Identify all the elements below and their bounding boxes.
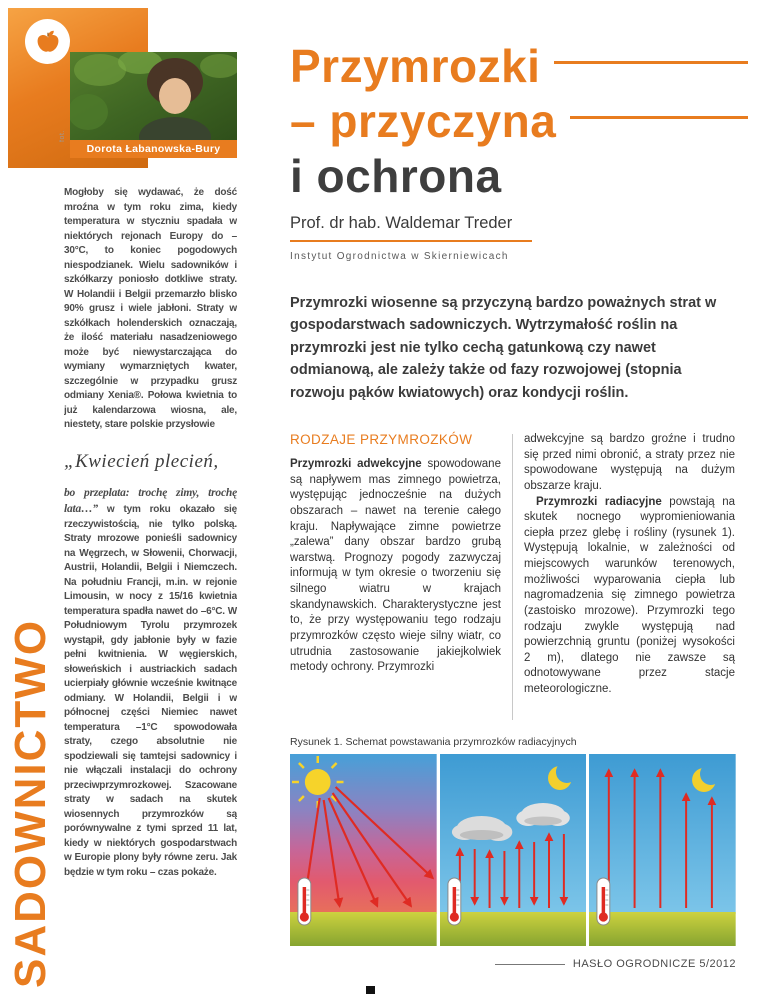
body-column-2	[524, 432, 735, 698]
thermometer-icon	[298, 878, 311, 925]
column2-bold-lead: Przymrozki radiacyjne	[536, 495, 662, 508]
apple-icon	[25, 19, 70, 64]
column-divider	[512, 434, 513, 720]
photo-credit: fot.	[59, 129, 66, 142]
figure-panel-night-clear	[589, 754, 736, 946]
title-rule-2	[570, 116, 748, 119]
section-label-vertical: SADOWNICTWO	[6, 618, 55, 988]
body-column-1	[290, 432, 501, 698]
sidebar-paragraph-2	[64, 485, 237, 881]
body-columns	[290, 432, 736, 698]
author-name: Prof. dr hab. Waldemar Treder	[290, 214, 513, 232]
column2-paragraph-2	[524, 495, 735, 698]
title-rule-1	[554, 61, 748, 64]
column2-paragraph-1: adwekcyjne są bardzo groźne i trudno się przed nimi obronić, a straty przez nie spowodowane występują na dużym obszarze kraju.	[524, 433, 735, 492]
title-line-2: – przyczyna	[290, 94, 557, 147]
figure-panel-night-clouds	[440, 754, 587, 946]
photo-caption: Dorota Łabanowska-Bury	[70, 140, 237, 158]
sidebar-paragraph-1: Mogłoby się wydawać, że dość mroźna w tym roku zima, kiedy temperatura w styczniu spadała w niektórych rejonach Europy do –30°C, to koniec pogodowych niespodzianek. Wielu sadowników i szkółkarzy poniosło dotkliwe straty. W Holandii i Belgii przemarzło blisko 90% grusz i wiele jabłoni. Straty w szkółkach holenderskich oznaczają, że ilość materiału nasadzeniowego może być niewystarczająca do wymiany wymarzniętych kwater, szczególnie w przypadku grusz odmiany Xenia®. Połowa kwietnia to już kalendarzowa wiosna, ale, niestety, stare polskie przysłowie	[64, 187, 237, 430]
sidebar-quote: „Kwiecień plecień,	[64, 450, 219, 472]
sidebar-column	[64, 186, 237, 948]
section-heading: RODZAJE PRZYMROZKÓW	[290, 432, 473, 447]
author-rule	[290, 240, 532, 242]
registration-mark	[366, 986, 375, 994]
column1-bold-lead: Przymrozki adwekcyjne	[290, 458, 422, 470]
title-line-1: Przymrozki	[290, 39, 541, 92]
thermometer-icon	[448, 878, 461, 925]
title-line-3: i ochrona	[290, 149, 502, 202]
author-block	[290, 214, 735, 262]
author-affiliation: Instytut Ogrodnictwa w Skierniewicach	[290, 251, 509, 262]
moon-icon	[692, 768, 716, 792]
column1-paragraph	[290, 457, 501, 676]
figure-panel-day	[290, 754, 437, 946]
page-footer	[495, 958, 736, 970]
footer-rule	[495, 964, 565, 965]
author-photo	[70, 52, 237, 140]
lead-paragraph: Przymrozki wiosenne są przyczyną bardzo poważnych strat w gospodarstwach sadowniczych. Wytrzymałość roślin na przymrozki jest nie tylko cechą gatunkową czy nawet odmianową, ale zależy także od fazy rozwojowej (stopnia rozwoju pąków kwiatowych) oraz kondycji roślin.	[290, 295, 717, 401]
article-title	[290, 38, 748, 203]
sidebar-quote-continuation: bo przeplata: trochę zimy, trochę lata…”	[64, 486, 237, 516]
column2-text: powstają na skutek nocnego wypromieniowania ciepła przez glebę i rośliny (rysunek 1). Występują lokalnie, w zależności od miejscowych warunków terenowych, możliwości wyparowania ciepła lub nagromadzenia się zimnego powietrza (zastoisko mrozowe). Przymrozki tego rodzaju zwykle występują nad powierzchnią gruntu (poniżej wysokości 2 m), dlatego nie zawsze są odnotowywane przez stacje meteorologiczne.	[524, 495, 735, 695]
figure-1	[290, 754, 736, 946]
thermometer-icon	[597, 878, 610, 925]
figure-caption: Rysunek 1. Schemat powstawania przymrozków radiacyjnych	[290, 736, 577, 748]
column1-text: spowodowane są napływem mas zimnego powietrza, występując jednocześnie na dużych obszarach – nawet na terenie całego kraju. Napływające zimne powietrze „zalewa” dany obszar bardzo grubą warstwą. Prognozy pogody zazwyczaj informują w tym okresie o tworzeniu się silnego wiatru w krajach skandynawskich. Charakterystyczne jest to, że przy występowaniu tego rodzaju przymrozków często wieje silny wiatr, co utrudnia zastosowanie jakiejkolwiek metody ochrony. Przymrozki	[290, 458, 501, 674]
sidebar-paragraph-2-text: w tym roku okazało się rzeczywistością, nie tylko polską. Straty mrozowe ponieśli sadownicy na Węgrzech, w Słowenii, Chorwacji, Austrii, Holandii, Belgii i Niemczech. Na południu Francji, m.in. w rejonie Limousin, w nocy z 15/16 kwietnia temperatura spadła nawet do –6°C. W Południowym Tyrolu przymrozek wystąpił, gdy jabłonie były w fazie pełni kwitnienia. W węgierskich, słoweńskich i austriackich sadach ucierpiały głównie wcześnie kwitnące odmiany. W Holandii, Belgii i w północnej części Niemiec nawet temperatura –1°C spowodowała straty, czego absolutnie nie spodziewali się tamtejsi sadownicy i nie włączali instalacji do ochrony przeciwprzymrozkowej. Szacowane straty w sadach na skutek wiosennych przymrozków są porównywalne z tymi sprzed 11 lat, kiedy w niektórych gospodarstwach w Europie plony były równe zeru. Jak będzie w tym roku – czas pokaże.	[64, 504, 237, 878]
moon-icon	[548, 766, 572, 790]
journal-issue-label: HASŁO OGRODNICZE 5/2012	[572, 958, 736, 970]
